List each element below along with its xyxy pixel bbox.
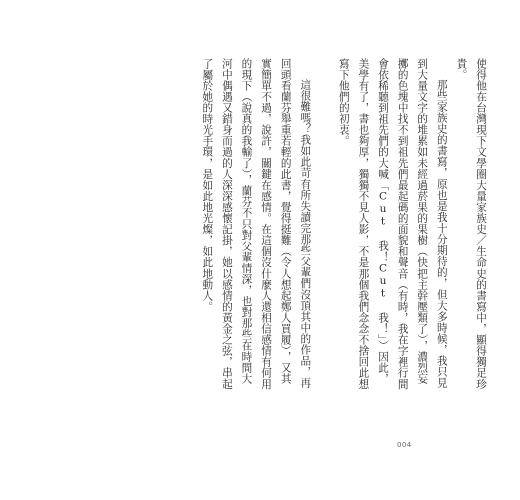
vertical-text-block <box>178 58 490 390</box>
paragraph-1: 使得他在台灣現下文學圈大量家族史／生命史的書寫中，顯得獨足珍貴。 <box>455 58 487 390</box>
page-number: 004 <box>397 441 412 449</box>
paragraph-2: 那些家族史的書寫，原也是我十分期待的，但大多時候，我只見到大量文字的堆累如未經過菸果的果樹（快把主幹壓類了），濃烈妄擲的色塊中找不到祖先們最起碼的面貌和聲音（有時，我在字裡行間會依稀聽到祖先們的大喊「Cut 我！Cut 我！」）因此，美學有了，書也夠厚，獨獨不見人影，不是那個我們念念不捨回此想寫下他們的初衷。 <box>337 58 448 390</box>
paragraph-3: 這很難嗎？我如此苛有所失讀完那些父輩們沒頂其中的作品，再回頭看蘭芬舉重若輕的此書，覺得挺難（令人想起鄭人買履），又其實簡單不過，說許，關鍵在感情。在這個沒什麼人還相信感情有何用的現下（說真的我輸了），蘭芬不只對父輩情深，也對那些在時間大河中偶遇又錯身而過的人深深感懷記掛，她以感情的黃金之弦，串起了屬於她的時光手環，是如此地光燦，如此地動人。 <box>201 58 312 390</box>
